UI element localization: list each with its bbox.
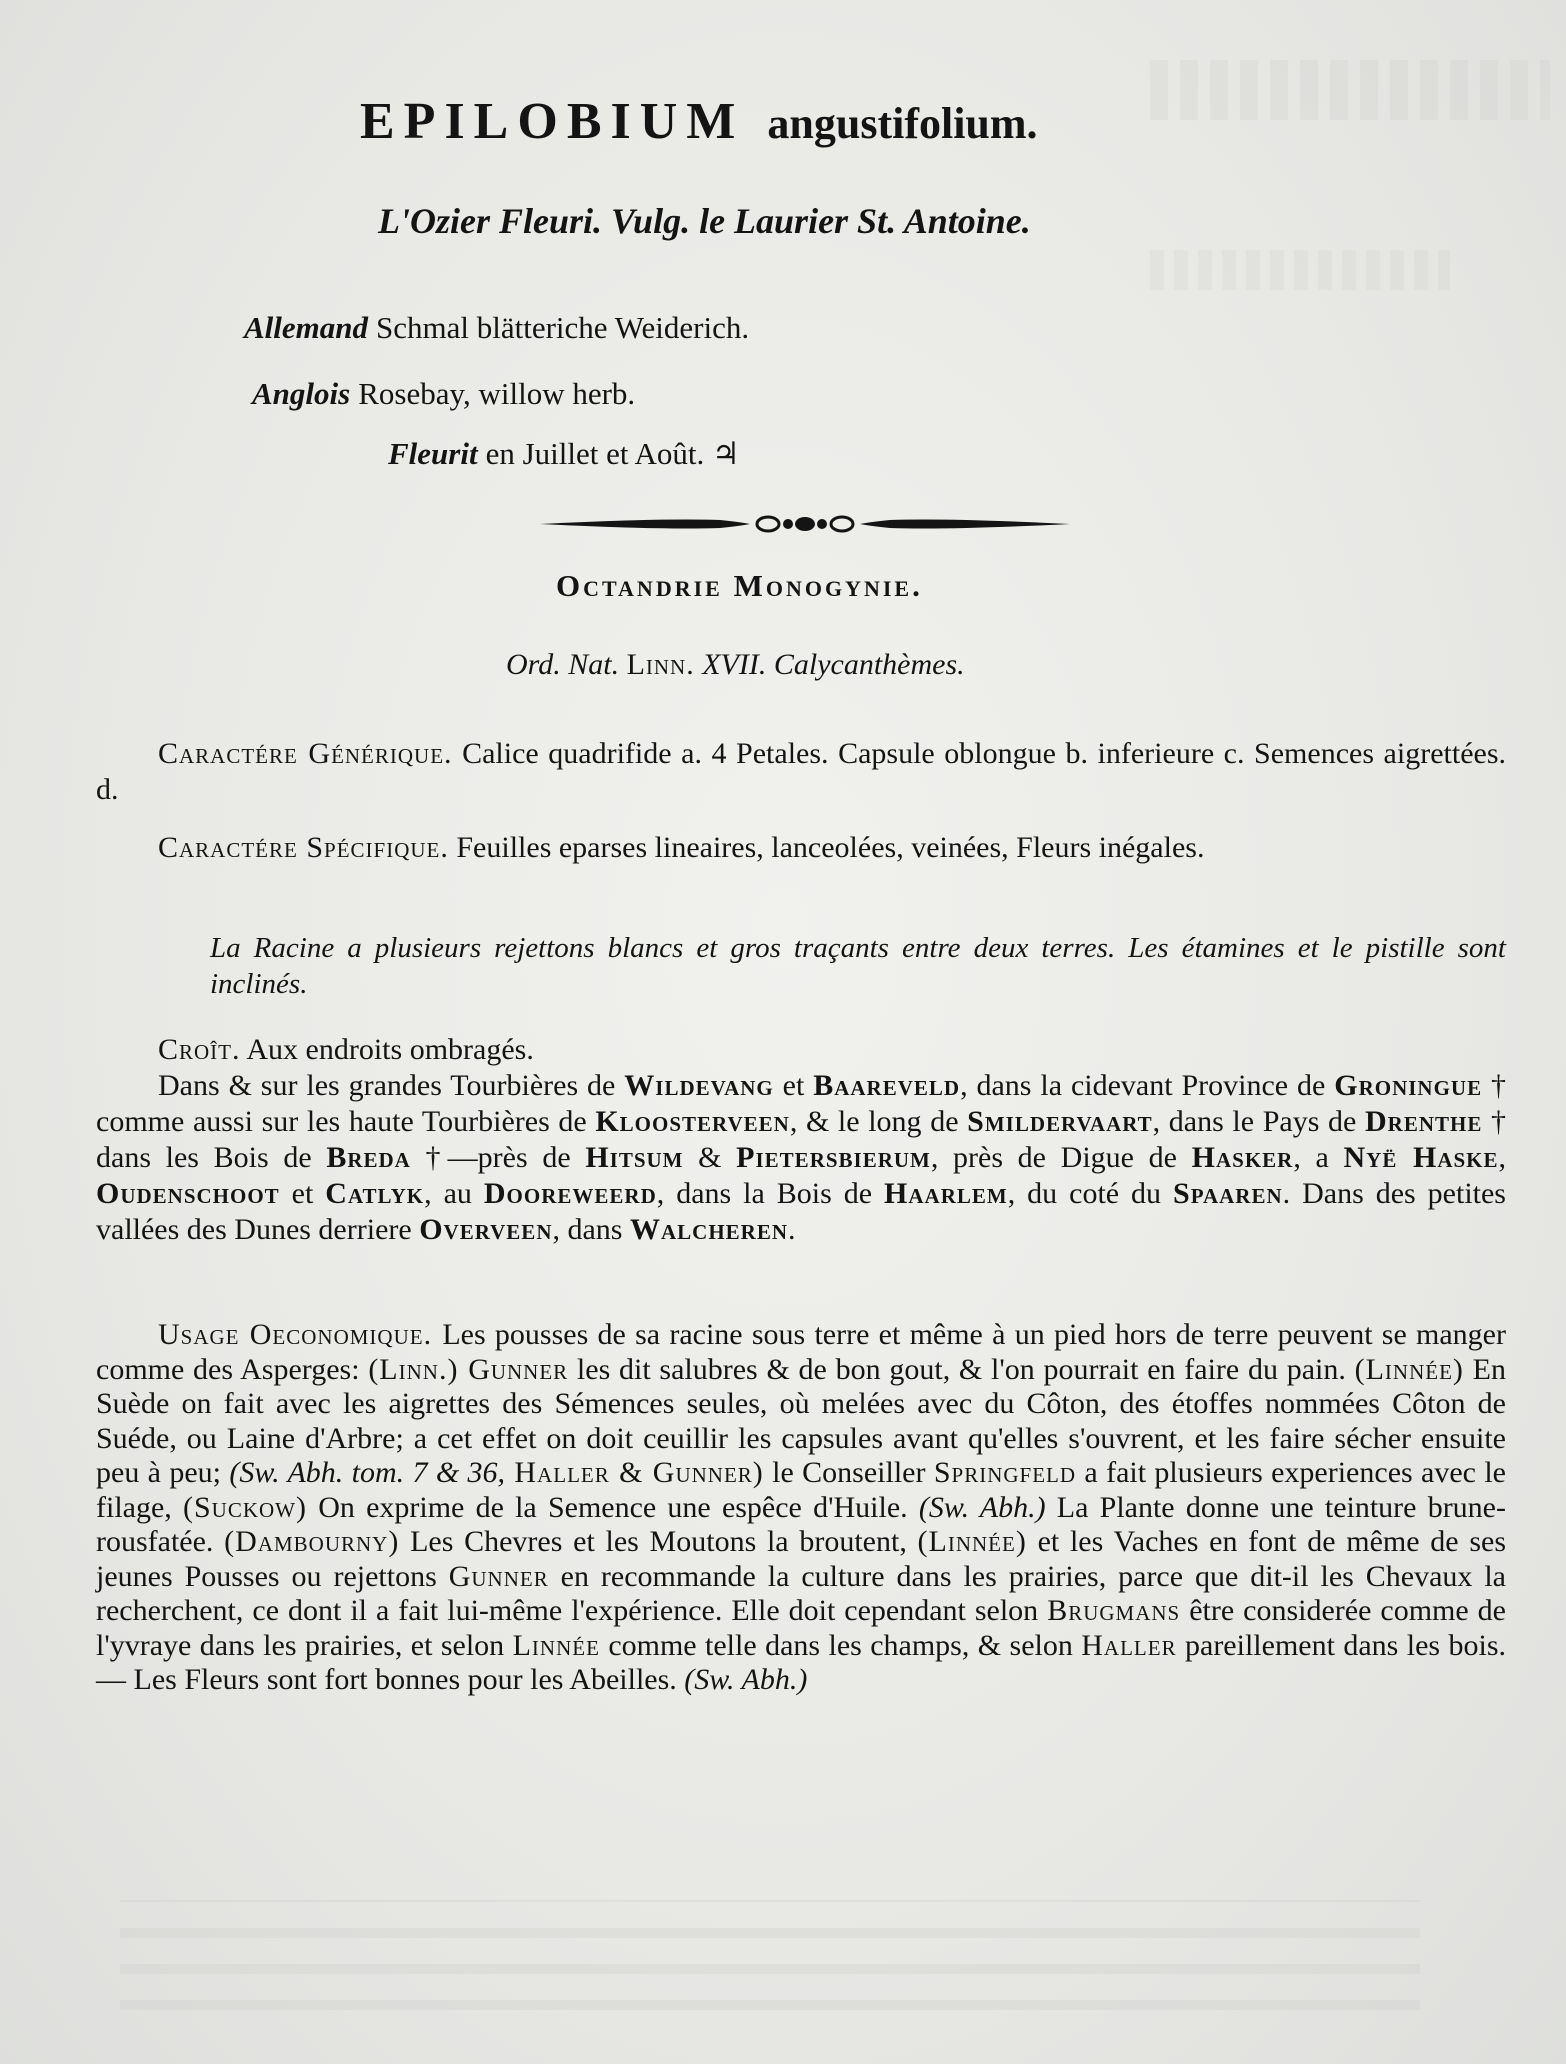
usage-text: On exprime de la Semence une espêce d'Huile.	[307, 1490, 919, 1524]
place-name: Baareveld	[813, 1069, 961, 1102]
place-name: Groningue	[1334, 1069, 1483, 1102]
place-name: Oudenschoot	[96, 1177, 280, 1210]
place-name: Pietersbierum	[736, 1141, 931, 1174]
place-name: Kloosterveen	[595, 1105, 790, 1138]
generic-text: Calice quadrifide a. 4 Petales. Capsule oblongue b. inferieure c. Semences aigrettées. d.	[96, 737, 1506, 806]
place-name: Catlyk	[325, 1177, 425, 1210]
citation-reference: (Sw. Abh.)	[918, 1490, 1046, 1524]
show-through-bleed	[120, 1900, 1420, 2010]
citation-name: (Linnée)	[1354, 1352, 1464, 1386]
habitat-text: , dans	[552, 1213, 630, 1246]
place-name: Haarlem	[884, 1177, 1008, 1210]
place-name: Hasker	[1191, 1141, 1294, 1174]
place-name: Breda	[326, 1141, 411, 1174]
habitat-section	[96, 1032, 1506, 1248]
usage-text: a fait plusieurs experiences avec le filage,	[96, 1456, 1506, 1524]
generic-label: Caractére Générique.	[158, 737, 453, 770]
citation-name: Linnée	[512, 1628, 600, 1662]
place-name: Overveen	[419, 1213, 553, 1246]
usage-text: être considerée comme de l'yvraye dans les prairies, et selon	[96, 1594, 1507, 1662]
name-text: Rosebay, willow herb.	[358, 376, 636, 411]
place-name: Smildervaart	[967, 1105, 1153, 1138]
citation-name: (Dambourny)	[224, 1525, 400, 1558]
classification-heading: Octandrie Monogynie.	[556, 568, 923, 603]
citation-name: Haller	[1081, 1628, 1177, 1662]
page-title	[360, 92, 1260, 151]
citation-reference: (Sw. Abh.)	[684, 1663, 808, 1696]
usage-text: le Conseiller	[763, 1456, 934, 1489]
habitat-intro: Aux endroits ombragés.	[246, 1033, 534, 1066]
usage-body	[96, 1318, 1506, 1696]
citation-name: (Linn.) Gunner	[368, 1352, 569, 1386]
order-linn: Linn.	[626, 648, 695, 681]
citation-name: Haller & Gunner)	[505, 1456, 764, 1489]
place-name: Hitsum	[585, 1141, 684, 1174]
name-line-english	[252, 376, 635, 412]
usage-section	[96, 1318, 1506, 1698]
root-note: La Racine a plusieurs rejettons blancs et gros traçants entre deux terres. Les étamines et le pistille sont inclinés.	[210, 932, 1506, 1000]
habitat-text: et	[773, 1069, 814, 1102]
name-text: en Juillet et Août. ♃	[485, 436, 740, 471]
generic-character	[96, 736, 1506, 808]
habitat-text: , dans le Pays de	[1152, 1105, 1365, 1138]
name-label: Allemand	[244, 310, 369, 345]
ornament-divider	[540, 508, 1070, 540]
habitat-text: Dans & sur les grandes Tourbières de	[158, 1069, 625, 1102]
name-label: Anglois	[252, 376, 351, 411]
citation-reference: (Sw. Abh. tom. 7 & 36,	[229, 1456, 506, 1489]
habitat-text: , a	[1293, 1141, 1344, 1174]
place-name: Wildevang	[624, 1069, 774, 1102]
specific-label: Caractére Spécifique.	[158, 831, 449, 864]
citation-name: (Suckow)	[183, 1490, 307, 1524]
habitat-label: Croît.	[158, 1033, 241, 1066]
habitat-text: , & le long de	[789, 1105, 968, 1138]
habitat-text: , du coté du	[1007, 1177, 1174, 1210]
usage-text: pareillement dans les bois. — Les Fleurs sont fort bonnes pour les Abeilles.	[96, 1628, 1506, 1696]
name-line-german	[244, 310, 749, 346]
usage-text: les dit salubres & de bon gout, & l'on pourrait en faire du pain.	[568, 1352, 1355, 1386]
usage-text: La Plante donne une teinture brune-rousfatée.	[96, 1490, 1506, 1558]
habitat-text: .	[788, 1213, 796, 1246]
place-name: Nyë Haske	[1343, 1141, 1499, 1174]
usage-text: Les pousses de sa racine sous terre et même à un pied hors de terre peuvent se manger comme des Asperges:	[96, 1318, 1506, 1386]
vernacular-line: L'Ozier Fleuri. Vulg. le Laurier St. Antoine.	[378, 201, 1031, 241]
genus-name: EPILOBIUM	[360, 93, 745, 150]
place-name: Walcheren	[629, 1213, 789, 1246]
usage-label: Usage Oeconomique.	[158, 1318, 443, 1351]
name-line-flowering	[388, 436, 740, 472]
habitat-text: &	[683, 1141, 737, 1174]
habitat-text: , dans la cidevant Province de	[960, 1069, 1335, 1102]
specific-text: Feuilles eparses lineaires, lanceolées, veinées, Fleurs inégales.	[456, 831, 1205, 864]
show-through-bleed	[1150, 250, 1450, 290]
citation-name: (Linnée)	[917, 1525, 1027, 1558]
usage-text: et les Vaches en font de même de ses jeunes Pousses ou rejettons	[96, 1525, 1506, 1593]
place-name: Drenthe	[1365, 1105, 1483, 1138]
habitat-text: ,	[1498, 1141, 1507, 1174]
order-prefix: Ord. Nat.	[506, 648, 620, 681]
citation-name: Springfeld	[933, 1456, 1077, 1489]
natural-order-line	[506, 648, 1206, 682]
usage-text: comme telle dans les champs, & selon	[599, 1628, 1082, 1662]
habitat-text: , près de Digue de	[930, 1141, 1192, 1174]
usage-text: Les Chevres et les Moutons la broutent,	[399, 1525, 918, 1558]
name-label: Fleurit	[388, 436, 478, 471]
order-rest: XVII. Calycanthèmes.	[702, 648, 965, 681]
habitat-text: , au	[424, 1177, 484, 1210]
usage-text: en recommande la culture dans les prairies, parce que dit-il les Chevaux la recherchent, ce dont il a fait lui-même l'expérience. Elle doit cependant selon	[96, 1559, 1506, 1627]
citation-name: Brugmans	[1047, 1594, 1181, 1627]
specific-character	[96, 830, 1506, 866]
habitat-body	[96, 1068, 1506, 1248]
citation-name: Gunner	[448, 1559, 549, 1593]
place-name: Dooreweerd	[483, 1177, 657, 1210]
usage-text: En Suède on fait avec les aigrettes des Sémences seules, où melées avec du Côton, des étoffes nommées Côton de Suéde, ou Laine d'Arbre; a cet effet on doit ceuillir les capsules avant qu'elles s'ouvrent, et les faire sécher ensuite peu à peu;	[96, 1352, 1506, 1489]
place-name: Spaaren	[1173, 1177, 1283, 1210]
habitat-text: et	[279, 1177, 326, 1210]
habitat-text: , dans la Bois de	[656, 1177, 885, 1210]
habitat-text: † comme aussi sur les haute Tourbières de	[96, 1069, 1507, 1138]
species-name: angustifolium.	[767, 99, 1038, 148]
habitat-text: †—près de	[410, 1141, 586, 1174]
habitat-text: † dans les Bois de	[96, 1105, 1506, 1174]
name-text: Schmal blätteriche Weiderich.	[376, 310, 750, 345]
habitat-text: . Dans des petites vallées des Dunes derriere	[96, 1177, 1506, 1246]
